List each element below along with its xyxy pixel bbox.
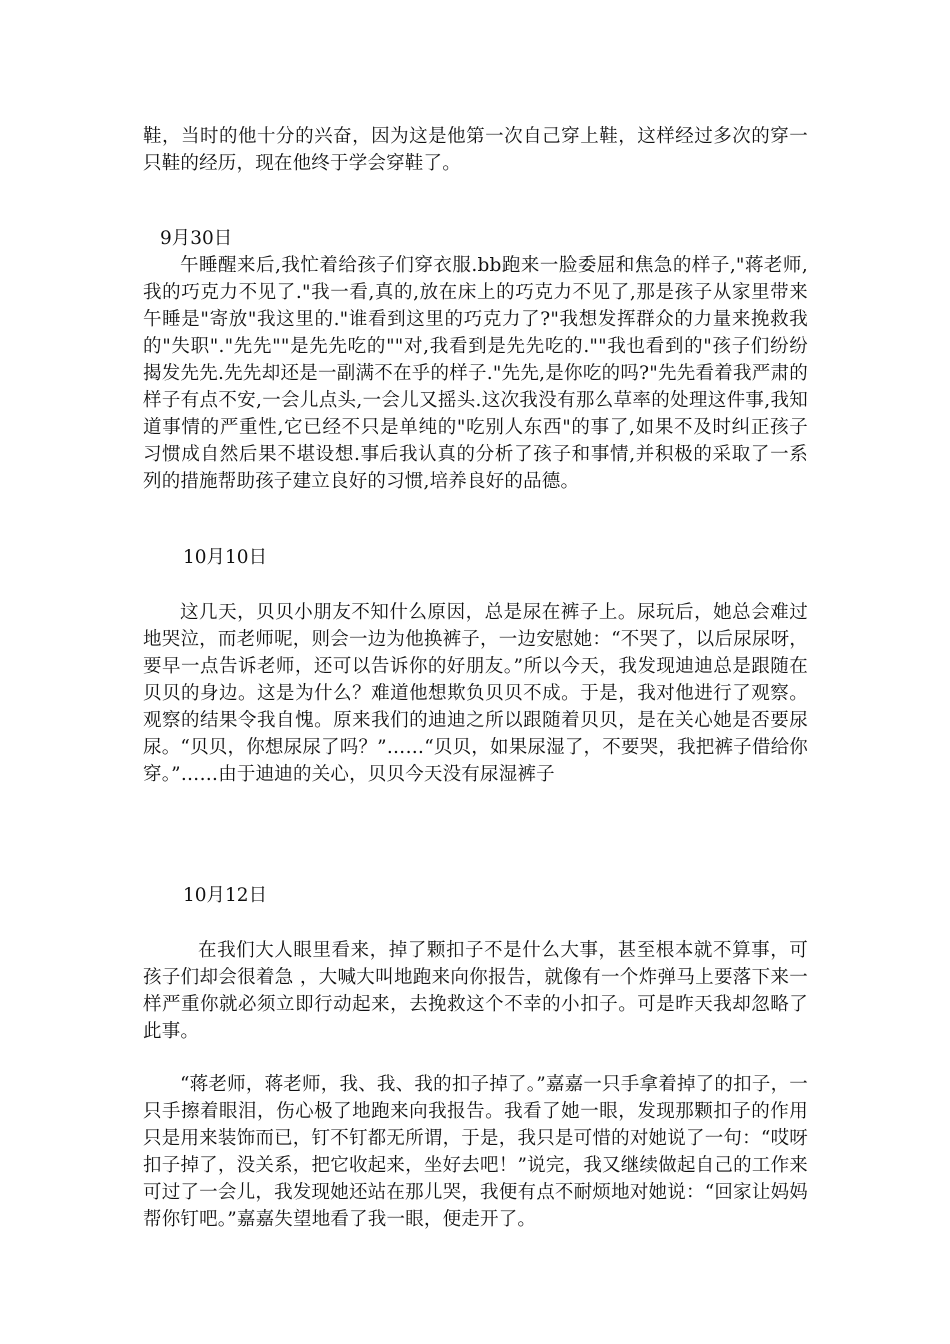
entry-date: 10月10日	[183, 547, 268, 568]
entry-paragraph: 午睡醒来后,我忙着给孩子们穿衣服.bb跑来一脸委屈和焦急的样子,"蒋老师,我的巧克力不见了."我一看,真的,放在床上的巧克力不见了,那是孩子从家里带来午睡是"寄放"我这里的."谁看到这里的巧克力了?"我想发挥群众的力量来挽救我的"失职"."先先""是先先吃的""对,我看到是先先吃的.""我也看到的"孩子们纷纷揭发先先.先先却还是一副满不在乎的样子."先先,是你吃的吗?"先先看着我严肃的样子有点不安,一会儿点头,一会儿又摇头.这次我没有那么草率的处理这件事,我知道事情的严重性,它已经不只是单纯的"吃别人东西"的事了,如果不及时纠正孩子习惯成自然后果不堪设想.事后我认真的分析了孩子和事情,并积极的采取了一系列的措施帮助孩子建立良好的习惯,培养良好的品德。	[143, 255, 808, 492]
entry-date: 10月12日	[183, 885, 268, 906]
intro-section	[143, 123, 808, 177]
entry-paragraph: 这几天，贝贝小朋友不知什么原因，总是尿在裤子上。尿玩后，她总会难过地哭泣，而老师呢，则会一边为他换裤子，一边安慰她：“不哭了，以后尿尿呀，要早一点告诉老师，还可以告诉你的好朋友。”所以今天，我发现迪迪总是跟随在贝贝的身边。这是为什么？难道他想欺负贝贝不成。于是，我对他进行了观察。观察的结果令我自愧。原来我们的迪迪之所以跟随着贝贝，是在关心她是否要尿尿。“贝贝，你想尿尿了吗？”……“贝贝，如果尿湿了，不要哭，我把裤子借给你穿。”……由于迪迪的关心，贝贝今天没有尿湿裤子	[143, 602, 808, 785]
entry-oct10	[143, 544, 808, 788]
entry-oct12	[143, 882, 808, 1233]
intro-paragraph: 鞋，当时的他十分的兴奋，因为这是他第一次自己穿上鞋，这样经过多次的穿一只鞋的经历，现在他终于学会穿鞋了。	[143, 126, 808, 174]
entry-sep30	[143, 225, 808, 495]
entry-paragraph: “蒋老师，蒋老师，我、我、我的扣子掉了。”嘉嘉一只手拿着掉了的扣子，一只手擦着眼泪，伤心极了地跑来向我报告。我看了她一眼，发现那颗扣子的作用只是用来装饰而已，钉不钉都无所谓，于是，我只是可惜的对她说了一句：“哎呀扣子掉了，没关系，把它收起来，坐好去吧！”说完，我又继续做起自己的工作来可过了一会儿，我发现她还站在那儿哭，我便有点不耐烦地对她说：“回家让妈妈帮你钉吧。”嘉嘉失望地看了我一眼，便走开了。	[143, 1074, 808, 1230]
entry-paragraph: 在我们大人眼里看来，掉了颗扣子不是什么大事，甚至根本就不算事，可孩子们却会很着急 ，大喊大叫地跑来向你报告，就像有一个炸弹马上要落下来一样严重你就必须立即行动起来，去挽救这个不幸的小扣子。可是昨天我却忽略了此事。	[143, 940, 808, 1042]
entry-date: 9月30日	[160, 228, 233, 249]
